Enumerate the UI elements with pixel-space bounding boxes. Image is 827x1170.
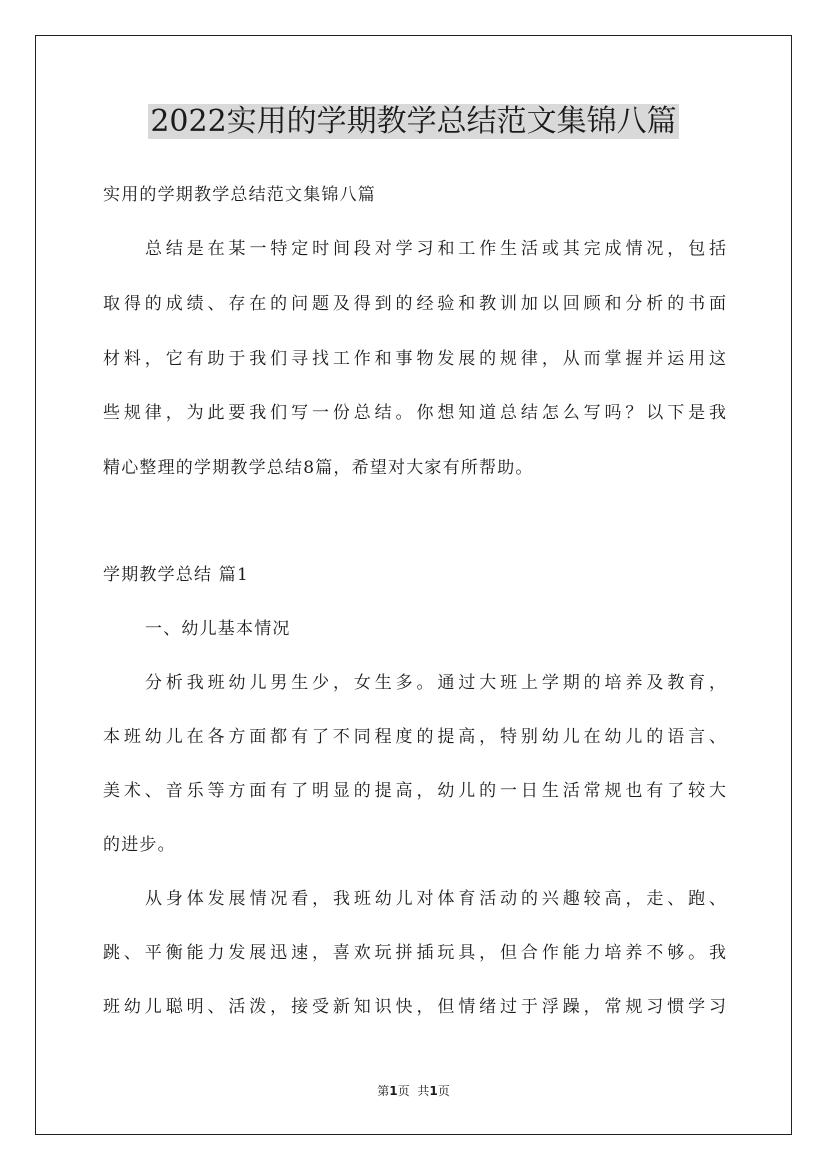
footer-total-suffix: 页 xyxy=(437,1084,450,1098)
para1-line-3: 美术、音乐等方面有了明显的提高，幼儿的一日生活常规也有了较大 xyxy=(103,781,726,801)
document-title-text: 2022实用的学期教学总结范文集锦八篇 xyxy=(150,104,677,139)
document-title xyxy=(0,100,827,144)
intro-line-2: 取得的成绩、存在的问题及得到的经验和教训加以回顾和分析的书面 xyxy=(103,294,726,314)
intro-line-5: 精心整理的学期教学总结8篇，希望对大家有所帮助。 xyxy=(103,458,534,478)
subheading: 一、幼儿基本情况 xyxy=(145,619,291,639)
para1-line-1: 分析我班幼儿男生少，女生多。通过大班上学期的培养及教育， xyxy=(145,673,726,693)
document-subtitle: 实用的学期教学总结范文集锦八篇 xyxy=(103,185,376,205)
footer-page-total: 1 xyxy=(429,1084,438,1098)
footer-page-current: 1 xyxy=(389,1084,398,1098)
page-footer xyxy=(0,1083,827,1099)
para2-line-3: 班幼儿聪明、活泼，接受新知识快，但情绪过于浮躁，常规习惯学习 xyxy=(103,997,726,1017)
para2-line-1: 从身体发展情况看，我班幼儿对体育活动的兴趣较高，走、跑、 xyxy=(145,889,726,909)
para2-line-2: 跳、平衡能力发展迅速，喜欢玩拼插玩具，但合作能力培养不够。我 xyxy=(103,943,726,963)
footer-page-suffix: 页 xyxy=(397,1084,410,1098)
intro-line-1: 总结是在某一特定时间段对学习和工作生活或其完成情况，包括 xyxy=(145,239,726,259)
para1-line-4: 的进步。 xyxy=(103,835,176,855)
footer-page-prefix: 第 xyxy=(377,1084,390,1098)
para1-line-2: 本班幼儿在各方面都有了不同程度的提高，特别幼儿在幼儿的语言、 xyxy=(103,727,726,747)
footer-total-prefix: 共 xyxy=(417,1084,430,1098)
section-heading: 学期教学总结 篇1 xyxy=(103,565,250,585)
intro-line-3: 材料，它有助于我们寻找工作和事物发展的规律，从而掌握并运用这 xyxy=(103,349,726,369)
intro-line-4: 些规律，为此要我们写一份总结。你想知道总结怎么写吗？以下是我 xyxy=(103,403,726,423)
